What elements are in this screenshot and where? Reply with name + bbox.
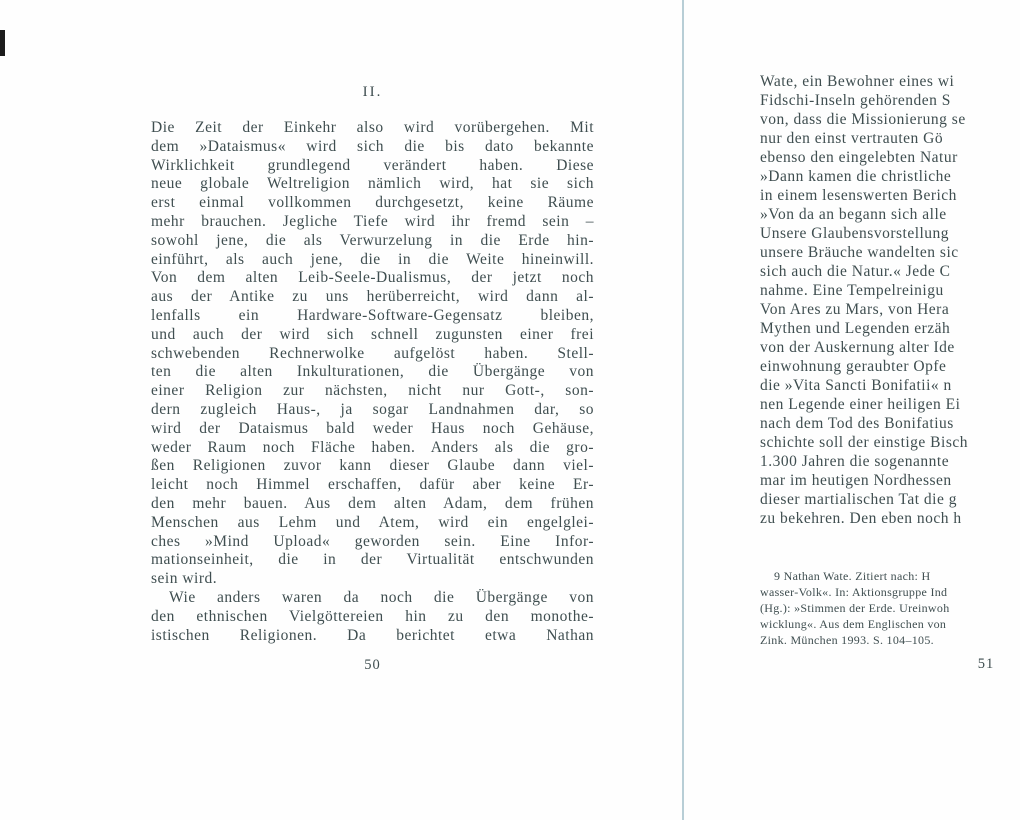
text-line: 1.300 Jahren die sogenannte: [760, 453, 950, 470]
page-number-right: 51: [977, 656, 995, 672]
text-line: Von dem alten Leib-Seele-Dualismus, der jetzt noch: [151, 269, 594, 287]
footnote-line: Zink. München 1993. S. 104–105.: [760, 633, 934, 647]
right-page: [760, 72, 1020, 673]
text-line: nur den einst vertrauten Gö: [760, 130, 944, 147]
text-line: ches »Mind Upload« geworden sein. Eine Infor-: [151, 532, 594, 550]
text-line: nach dem Tod des Bonifatius: [760, 415, 954, 432]
right-page-body: [760, 72, 1020, 528]
left-page-body: [151, 119, 594, 645]
text-line: mar im heutigen Nordhessen: [760, 472, 952, 489]
text-line: von der Auskernung alter Ide: [760, 339, 955, 356]
footnote: [760, 568, 1020, 648]
page-number-left: 50: [364, 657, 381, 674]
text-line: leicht noch Himmel erschaffen, dafür aber keine Er-: [151, 476, 594, 494]
text-line: wird der Dataismus bald weder Haus noch Gehäuse,: [151, 419, 594, 437]
text-line: neue globale Weltreligion nämlich wird, hat sie sich: [151, 175, 594, 193]
text-line: »Von da an begann sich alle: [760, 206, 947, 223]
footnote-line: wasser-Volk«. In: Aktionsgruppe Ind: [760, 585, 948, 599]
text-line: dieser martialischen Tat die g: [760, 491, 957, 508]
footnote-line: (Hg.): »Stimmen der Erde. Ureinwoh: [760, 601, 950, 615]
text-line: einer Religion zur nächsten, nicht nur Gott-, son-: [151, 382, 594, 400]
footnote-line: wicklung«. Aus dem Englischen von: [760, 617, 947, 631]
text-line: istischen Religionen. Da berichtet etwa Nathan: [151, 626, 594, 644]
text-line: schwebenden Rechnerwolke aufgelöst haben. Stell-: [151, 344, 594, 362]
text-line: die »Vita Sancti Bonifatii« n: [760, 377, 952, 394]
text-line: sein wird.: [151, 570, 218, 588]
text-line: Von Ares zu Mars, von Hera: [760, 301, 950, 318]
section-heading: II.: [362, 84, 383, 100]
text-line: ten die alten Inkulturationen, die Übergänge von: [151, 363, 594, 381]
text-line: aus der Antike zu uns herüberreicht, wird dann al-: [151, 288, 594, 306]
text-line: Menschen aus Lehm und Atem, wird ein engelglei-: [151, 513, 594, 531]
text-line: den ethnischen Vielgöttereien hin zu den monothe-: [151, 607, 594, 625]
text-line: sich auch die Natur.« Jede C: [760, 263, 951, 280]
footnote-line: 9 Nathan Wate. Zitiert nach: H: [774, 569, 931, 583]
text-line: von, dass die Missionierung se: [760, 111, 966, 128]
left-page: [151, 84, 594, 674]
text-line: den mehr bauen. Aus dem alten Adam, dem frühen: [151, 494, 594, 512]
paragraph-1: [151, 119, 594, 589]
text-line: schichte soll der einstige Bisch: [760, 434, 968, 451]
text-line: Unsere Glaubensvorstellung: [760, 225, 950, 242]
text-line: zu bekehren. Den eben noch h: [760, 510, 962, 527]
text-line: Wie anders waren da noch die Übergänge von: [169, 588, 594, 606]
text-line: nahme. Eine Tempelreinigu: [760, 282, 944, 299]
text-line: Die Zeit der Einkehr also wird vorübergehen. Mit: [151, 119, 594, 136]
text-line: einwohnung geraubter Opfe: [760, 358, 947, 375]
text-line: ebenso den eingelebten Natur: [760, 149, 958, 166]
text-line: weder Raum noch Fläche haben. Anders als die gro-: [151, 438, 594, 456]
text-line: mationseinheit, die in der Virtualität entschwunden: [151, 551, 594, 569]
screen-edge-artifact: [0, 30, 5, 56]
text-line: nen Legende einer heiligen Ei: [760, 396, 961, 413]
text-line: »Dann kamen die christliche: [760, 168, 952, 185]
paragraph-2: [151, 589, 594, 645]
text-line: Wirklichkeit grundlegend verändert haben. Diese: [151, 156, 594, 174]
text-line: und auch der wird sich schnell zugunsten einer frei: [151, 325, 594, 343]
text-line: ßen Religionen zuvor kann dieser Glaube dann viel-: [151, 457, 594, 475]
page-divider: [682, 0, 684, 820]
text-line: lenfalls ein Hardware-Software-Gegensatz bleiben,: [151, 306, 594, 324]
text-line: Wate, ein Bewohner eines wi: [760, 73, 955, 90]
text-line: mehr brauchen. Jegliche Tiefe wird ihr fremd sein –: [151, 212, 594, 230]
text-line: in einem lesenswerten Berich: [760, 187, 957, 204]
text-line: unsere Bräuche wandelten sic: [760, 244, 959, 261]
text-line: einführt, als auch jene, die in die Weite hineinwill.: [151, 250, 594, 268]
text-line: Fidschi-Inseln gehörenden S: [760, 92, 951, 109]
text-line: dem »Dataismus« wird sich die bis dato bekannte: [151, 137, 594, 155]
text-line: dern zugleich Haus-, ja sogar Landnahmen dar, so: [151, 400, 594, 418]
text-line: erst einmal vollkommen durchgesetzt, keine Räume: [151, 194, 594, 212]
text-line: Mythen und Legenden erzäh: [760, 320, 951, 337]
text-line: sowohl jene, die als Verwurzelung in die Erde hin-: [151, 231, 594, 249]
